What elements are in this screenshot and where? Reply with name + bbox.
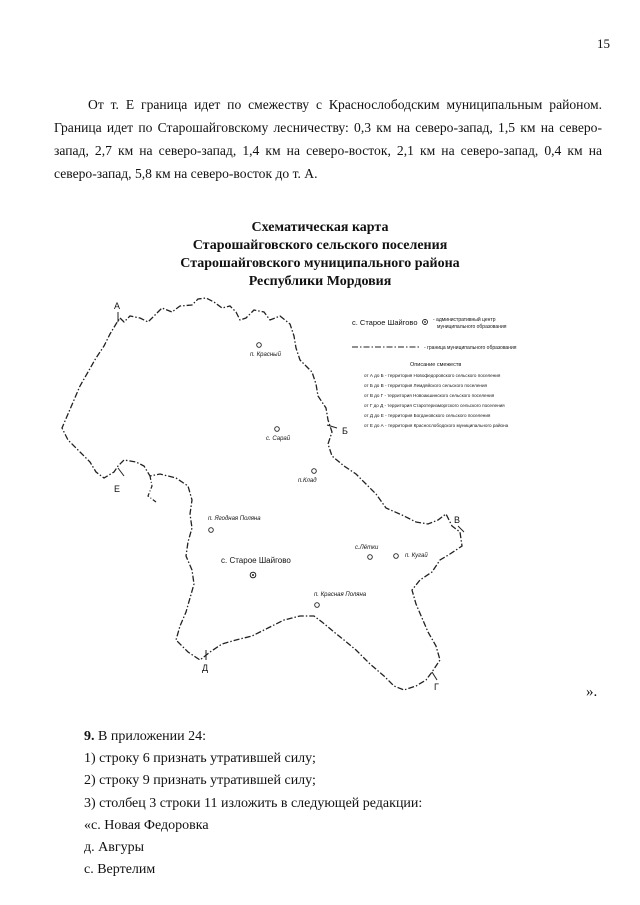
settlement-label-saray: с. Сарай <box>266 436 291 442</box>
settlement-label-yagodnaya: п. Ягодная Поляна <box>208 516 261 522</box>
legend-center-marker-dot <box>424 321 426 323</box>
settlement-marker-klad <box>312 469 317 474</box>
settlement-marker-krasnaya <box>315 603 320 608</box>
legend-center-name: с. Старое Шайгово <box>352 318 418 327</box>
settlement-marker-saray <box>275 427 280 432</box>
point-label-b: Б <box>342 426 348 436</box>
amendment-line-4: «с. Новая Федоровка <box>84 817 209 833</box>
settlement-label-kugai: п. Кугай <box>405 553 428 559</box>
amendment-line-5: д. Авгуры <box>84 840 144 856</box>
settlement-label-lyotki: с.Лётки <box>355 545 379 551</box>
legend-adjacency-6: от Е до А - территория Краснослободского муниципального района <box>364 423 509 428</box>
map-title-line-4: Республики Мордовия <box>248 274 392 289</box>
amendment-item-number: 9. <box>84 729 95 744</box>
point-label-a: А <box>114 301 121 311</box>
closing-quote: ». <box>586 684 598 700</box>
point-label-v: В <box>454 515 461 525</box>
settlement-label-staroe: с. Старое Шайгово <box>221 556 291 565</box>
legend-center-desc-2: муниципального образования <box>437 324 507 330</box>
point-tick-g <box>432 672 437 680</box>
settlement-marker-lyotki <box>368 555 373 560</box>
point-tick-v <box>458 526 464 532</box>
amendment-line-1: 1) строку 6 признать утратившей силу; <box>84 751 316 767</box>
amendments-block <box>84 726 604 881</box>
settlement-label-krasny: п. Красный <box>250 352 281 358</box>
amendment-line-2: 2) строку 9 признать утратившей силу; <box>84 773 316 789</box>
amendment-line-6: с. Вертелим <box>84 862 156 878</box>
point-label-g: Г <box>434 682 439 692</box>
legend-adjacency-1: от А до Б - территория Новофедоровского сельского поселения <box>364 373 501 378</box>
settlement-marker-krasny <box>257 343 262 348</box>
settlement-label-klad: п.Клад <box>298 478 317 484</box>
map-title-line-3: Старошайговского муниципального района <box>180 256 460 271</box>
settlement-label-krasnaya: п. Красная Поляна <box>314 592 367 598</box>
amendment-heading <box>84 726 604 748</box>
legend-adjacency-title: Описание смежеств <box>410 362 462 368</box>
amendment-item-text: В приложении 24: <box>94 729 207 744</box>
boundary-spur-e <box>148 476 156 502</box>
point-label-e: Е <box>114 484 121 494</box>
map-title-line-1: Схематическая карта <box>251 220 389 235</box>
legend-adjacency-2: от Б до В - территория Лемдяйского сельского поселения <box>364 383 487 388</box>
point-tick-b <box>327 425 337 428</box>
boundary-description-paragraph: От т. Е граница идет по смежеству с Краснослободским муниципальным районом. Граница идет по Старошайговскому лесничеству: 0,3 км на северо-запад, 1,5 км на северо-запад, 2,7 км на северо-запад, 1,4 км на северо-восток, 2,1 км на северо-запад, 0,4 км на северо-запад, 5,8 км на северо-восток до т. А. <box>54 97 602 181</box>
legend-adjacency-5: от Д до Е - территория Богдановского сельского поселения <box>364 413 491 418</box>
page-number: 15 <box>597 36 610 51</box>
map-title <box>130 219 510 291</box>
map-title-line-2: Старошайговского сельского поселения <box>192 238 448 253</box>
settlement-marker-staroe-dot <box>252 574 254 576</box>
legend-adjacency-4: от Г до Д - территория Старотеризморгского сельского поселения <box>364 403 505 408</box>
schematic-map <box>0 290 640 710</box>
amendment-line-3: 3) столбец 3 строки 11 изложить в следующей редакции: <box>84 795 423 811</box>
settlement-marker-kugai <box>394 554 399 559</box>
legend-adjacency-3: от В до Г - территория Новоакшинского сельского поселения <box>364 393 495 398</box>
point-label-d: Д <box>202 663 209 673</box>
legend-center-desc-1: - административный центр <box>433 317 496 323</box>
legend-boundary-desc: - граница муниципального образования <box>424 345 517 351</box>
point-tick-e <box>118 468 124 476</box>
settlement-marker-yagodnaya <box>209 528 214 533</box>
